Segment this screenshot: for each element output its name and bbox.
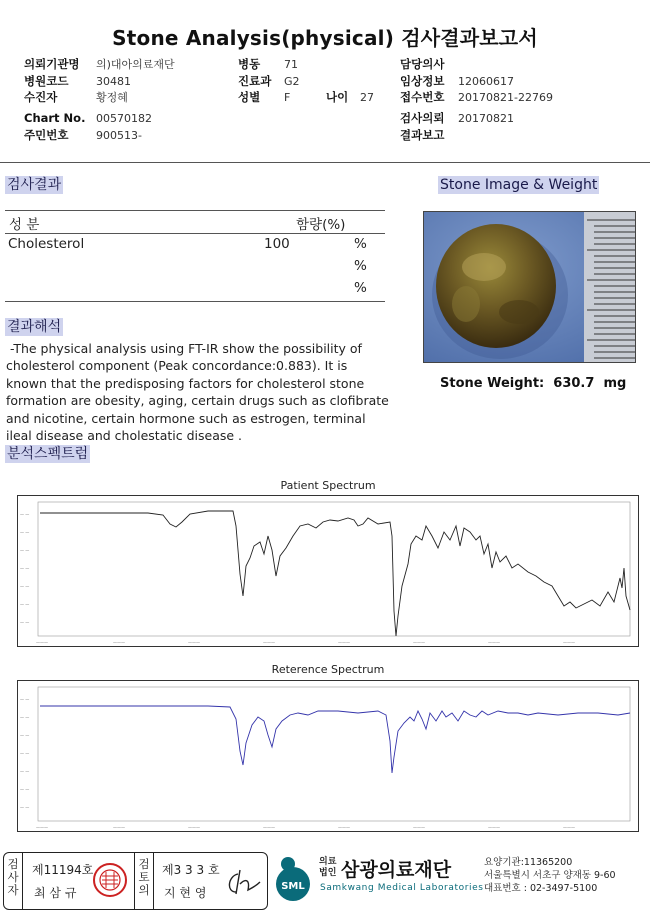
svg-text:———: ——— — [263, 640, 275, 645]
interpretation-heading: 결과해석 — [7, 319, 62, 335]
svg-text:———: ——— — [413, 640, 425, 645]
amount-cell: 100 — [264, 236, 290, 252]
svg-text:— —: — — — [20, 787, 30, 792]
svg-text:———: ——— — [338, 640, 350, 645]
header-row: 성별 F 나이 27 — [238, 90, 374, 104]
header-row: 임상정보 12060617 — [400, 73, 514, 88]
examiner-license-no: 제11194호 — [32, 863, 94, 877]
svg-text:———: ——— — [563, 825, 575, 830]
org-phone: 대표번호 : 02-3497-5100 — [484, 883, 598, 894]
reviewer-label — [137, 858, 151, 897]
org-address: 서울특별시 서초구 양재동 9-60 — [484, 870, 616, 881]
svg-text:———: ——— — [36, 640, 48, 645]
patient-spectrum-chart — [17, 495, 639, 647]
sml-logo-text: SML — [281, 881, 305, 892]
svg-text:— —: — — — [20, 751, 30, 756]
results-heading: 검사결과 — [7, 177, 62, 193]
svg-text:———: ——— — [488, 640, 500, 645]
stone-weight: Stone Weight: 630.7 mg — [440, 376, 627, 391]
official-seal — [92, 862, 128, 898]
patient-spectrum-title: Patient Spectrum — [280, 479, 376, 492]
svg-text:———: ——— — [338, 825, 350, 830]
examiner-label-char: 자 — [7, 883, 19, 897]
svg-text:———: ——— — [263, 825, 275, 830]
seal-graphic — [92, 862, 128, 898]
org-name: 삼광의료재단 — [341, 859, 452, 881]
svg-text:— —: — — — [20, 769, 30, 774]
stone-photo — [423, 211, 636, 363]
reviewer-name: 지 현 영 — [164, 886, 207, 900]
sml-logo-graphic — [272, 854, 314, 904]
svg-text:— —: — — — [20, 697, 30, 702]
reviewer-label-char: 토 — [138, 870, 150, 884]
svg-text:———: ——— — [113, 640, 125, 645]
header-row: 주민번호 900513- — [24, 127, 142, 142]
stone-photo-graphic — [424, 212, 636, 363]
header-row: Chart No. 00570182 — [24, 111, 152, 125]
svg-text:— —: — — — [20, 584, 30, 589]
reviewer-signature — [222, 866, 262, 898]
svg-text:— —: — — — [20, 805, 30, 810]
table-top-line — [5, 210, 385, 211]
component-column-header: 성 분 — [9, 217, 40, 233]
header-divider — [0, 162, 650, 163]
header-row: 수진자 황정혜 — [24, 90, 128, 104]
reviewer-label-char: 검 — [138, 857, 150, 871]
examiner-label-char: 사 — [7, 870, 19, 884]
header-row: 병동 71 — [238, 57, 298, 71]
org-contact — [484, 856, 616, 895]
unit-cell: % — [354, 258, 367, 274]
org-type: 의료 법인 — [319, 857, 337, 878]
svg-text:———: ——— — [488, 825, 500, 830]
header-col-1 — [24, 57, 254, 144]
header-row: 담당의사 — [400, 57, 445, 71]
header-row: 의뢰기관명 의)대아의료재단 — [24, 57, 175, 71]
svg-text:———: ——— — [413, 825, 425, 830]
svg-text:———: ——— — [188, 640, 200, 645]
svg-text:———: ——— — [36, 825, 48, 830]
svg-text:———: ——— — [113, 825, 125, 830]
org-name-english: Samkwang Medical Laboratories — [320, 883, 484, 893]
svg-text:— —: — — — [20, 548, 30, 553]
signature-graphic — [222, 866, 262, 898]
header-col-2 — [238, 57, 398, 111]
header-row: 결과보고 — [400, 127, 445, 142]
footer-divider — [134, 853, 135, 909]
header-row: 검사의뢰 20170821 — [400, 111, 514, 125]
svg-text:— —: — — — [20, 715, 30, 720]
report-title: Stone Analysis(physical) 검사결과보고서 — [112, 26, 538, 50]
header-row: 병원코드 30481 — [24, 73, 131, 88]
stone-heading: Stone Image & Weight — [440, 177, 598, 193]
reviewer-license-no: 제3 3 3 호 — [162, 863, 220, 877]
svg-text:———: ——— — [188, 825, 200, 830]
svg-text:— —: — — — [20, 530, 30, 535]
header-row: 진료과 G2 — [238, 73, 300, 88]
examiner-name: 최 삼 규 — [34, 886, 77, 900]
spectrum-heading: 분석스펙트럼 — [7, 446, 89, 462]
svg-text:———: ——— — [563, 640, 575, 645]
unit-cell: % — [354, 280, 367, 296]
reviewer-label-char: 의 — [138, 883, 150, 897]
patient-spectrum-plot — [18, 496, 638, 646]
table-bottom-line — [5, 301, 385, 302]
svg-text:— —: — — — [20, 733, 30, 738]
unit-cell: % — [354, 236, 367, 252]
svg-text:— —: — — — [20, 512, 30, 517]
table-header-line — [5, 233, 385, 234]
header-row: 접수번호 20170821-22769 — [400, 90, 553, 104]
sml-logo — [272, 854, 314, 904]
component-cell: Cholesterol — [8, 236, 85, 252]
examiner-label — [6, 858, 20, 897]
footer-divider — [22, 853, 23, 909]
svg-text:— —: — — — [20, 602, 30, 607]
examiner-label-char: 검 — [7, 857, 19, 871]
amount-column-header: 함량(%) — [296, 217, 346, 233]
interpretation-text: -The physical analysis using FT-IR show the possibility of cholesterol component (Peak concordance:0.883). It is known that the predisposing factors for cholesterol stone formation are obesity, aging, certain drugs such as clofibrate and nicotine, certain hormone such as estrogen, terminal ileal disease and cholestatic disease . — [6, 341, 389, 444]
footer-divider — [153, 853, 154, 909]
header-col-3 — [400, 57, 640, 144]
reference-spectrum-plot — [18, 681, 638, 831]
reference-spectrum-title: Reterence Spectrum — [271, 663, 385, 676]
reference-spectrum-chart — [17, 680, 639, 832]
svg-text:— —: — — — [20, 620, 30, 625]
svg-text:— —: — — — [20, 566, 30, 571]
institution-no: 요양기관:11365200 — [484, 857, 573, 868]
